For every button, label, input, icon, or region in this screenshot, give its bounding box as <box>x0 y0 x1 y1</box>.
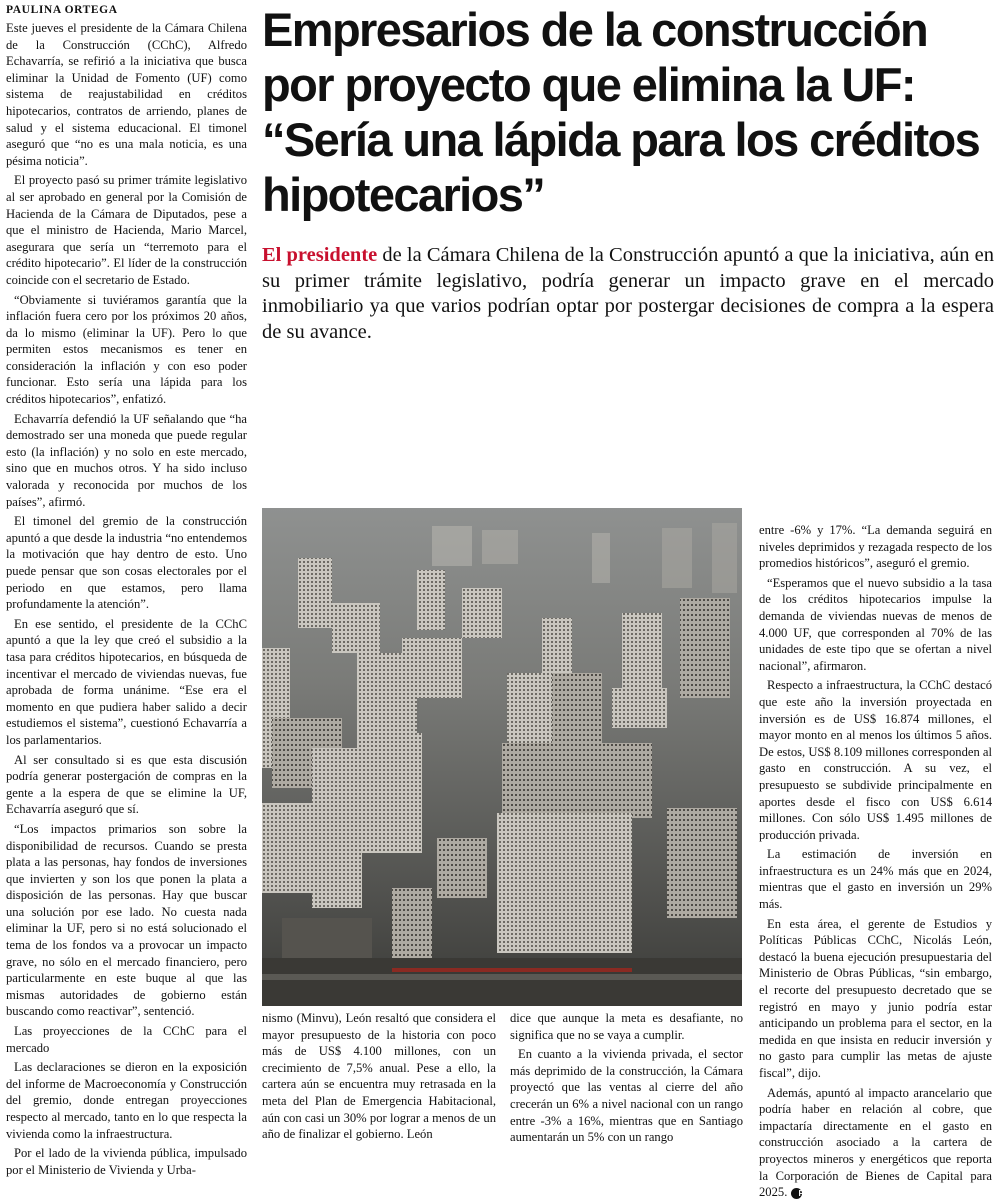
paragraph: Por el lado de la vivienda pública, impulsado por el Ministerio de Vivienda y Urba- <box>6 1146 247 1177</box>
paragraph: Este jueves el presidente de la Cámara Chilena de la Construcción (CChC), Alfredo Echavarría, se refirió a la iniciativa que busca eliminar la Unidad de Fomento (UF) como sistema de reajustabilidad en créditos hipotecarios, contratos de arriendo, planes de salud y el sistema educacional. El timonel aseguró que “no es una mala noticia, es una pésima noticia”. <box>6 21 247 168</box>
paragraph: Las declaraciones se dieron en la exposición del informe de Macroeconomía y Construcción del gremio, donde entregan proyecciones respecto al mercado, tanto en lo que respecta la vivienda como la infraestructura. <box>6 1060 247 1141</box>
paragraph: entre -6% y 17%. “La demanda seguirá en niveles deprimidos y rezagada respecto de los promedios históricos”, aseguró el gremio. <box>759 523 992 571</box>
paragraph: En esta área, el gerente de Estudios y Políticas Públicas CChC, Nicolás León, destacó la buena ejecución presupuestaria del Ministerio de Obras Públicas, “sin embargo, el recorte del presupuesto decretado que se registró en mayo y junio podría estar anticipando un problema para el sector, en la medida en que insista en reducir inversión y no gasto para cumplir las metas de ajuste fiscal”, dijo. <box>759 916 992 1080</box>
end-mark-icon: P <box>791 1188 802 1199</box>
aerial-city-photo <box>262 508 742 1006</box>
paragraph: Respecto a infraestructura, la CChC destacó que este año la inversión proyectada en inversión es de US$ 16.874 millones, el mayor monto en al menos los últimos 5 años. De estos, US$ 8.109 millones corresponden al gasto en construcción. A su vez, el presupuesto se subdivide principalmente en aportes desde el fisco con US$ 6.614 millones. Con sólo US$ 1.495 millones de producción privada. <box>759 678 992 842</box>
paragraph: Echavarría defendió la UF señalando que “ha demostrado ser una moneda que puede regular esto (la inflación) y no solo en este mercado, sino que en muchos otros. Y ha sido incluso valorada y reconocida por muchos de los países”, afirmó. <box>6 411 247 509</box>
byline: PAULINA ORTEGA <box>6 4 118 16</box>
paragraph-text: Además, apuntó al impacto arancelario que podría haber en relación al cobre, que impactaría directamente en el gasto en construcción asociado a la cartera de proyectos mineros y energéticos que reporta la Corporación de Bienes de Capital para 2025. <box>759 1085 992 1200</box>
paragraph: Al ser consultado si es que esta discusión podría generar postergación de compras en la gente a la espera de que se elimine la UF, Echavarría aseguró que sí. <box>6 752 247 817</box>
article-column-3 <box>510 1010 743 1160</box>
paragraph: El timonel del gremio de la construcción apuntó a que desde la industria “no entendemos la motivación que hay dentro de esto. Uno puede pensar que son cosas electorales por el periodo en que estamos, pero llama profundamente la atención”. <box>6 514 247 612</box>
lead-kicker: El presidente <box>262 244 378 266</box>
paragraph: nismo (Minvu), León resaltó que considera el mayor presupuesto de la historia con poco más de US$ 4.100 millones, con un crecimiento de 7,5% anual. Pese a ello, la cartera aún se encuentra muy retrasada en la meta del Plan de Emergencia Habitacional, aún con casi un 30% por lograr a menos de un año de finalizar el gobierno. León <box>262 1011 496 1142</box>
paragraph: “Obviamente si tuviéramos garantía que la inflación fuera cero por los próximos 20 años, da lo mismo (eliminar la UF). Pero lo que permiten estos mecanismos es tener en consideración la inflación y con eso poder funcionar. Esto sería una lápida para los créditos hipotecarios”, enfatizó. <box>6 292 247 407</box>
paragraph: La estimación de inversión en infraestructura es un 24% más que en 2024, mientras que el gasto en inversión un 29% más. <box>759 847 992 912</box>
lead-text: de la Cámara Chilena de la Construcción apuntó a que la iniciativa, aún en su primer trámite legislativo, podría generar un impacto grave en el mercado inmobiliario ya que varios podrían optar por postergar decisiones de compra a la espera de su avance. <box>262 244 994 343</box>
paragraph: En ese sentido, el presidente de la CChC apuntó a que la ley que creó el subsidio a la tasa para créditos hipotecarios, en búsqueda de incentivar el mercado de viviendas nuevas, fue aprobada de forma unánime. “Ese era el momento en que pudiera haber salido a decir estudiemos el sistema”, cuestionó Echavarría a los parlamentarios. <box>6 616 247 747</box>
article-column-1 <box>6 20 247 1177</box>
paragraph: El proyecto pasó su primer trámite legislativo al ser aprobado en general por la Comisión de Hacienda de la Cámara de Diputados, pese a que el ministro de Hacienda, Mario Marcel, asegurara que sería un “terremoto para el crédito hipotecario”. El líder de la construcción coincide con el secretario de Estado. <box>6 173 247 287</box>
paragraph: dice que aunque la meta es desafiante, no significa que no se vaya a cumplir. <box>510 1011 743 1042</box>
article-column-2 <box>262 1010 496 1160</box>
lead-paragraph <box>262 243 994 345</box>
paragraph: En cuanto a la vivienda privada, el sector más deprimido de la construcción, la Cámara proyectó que las ventas al cierre del año crecerán un 6% a nivel nacional con un rango entre -3% a 16%, mientras que en Santiago aumentarán un 5% con un rango <box>510 1047 743 1145</box>
headline: Empresarios de la construcción por proyecto que elimina la UF: “Sería una lápida para los créditos hipotecarios” <box>262 3 980 221</box>
paragraph: “Los impactos primarios son sobre la disponibilidad de recursos. Cuando se presta plata a las personas, hay fondos de inversiones que invierten y son los que ponen la plata a disposición de las personas. Hay que buscar una solución por ese lado. No cuesta nada eliminar la UF, pero si no está solucionado el tema de los fondos va a provocar un impacto grave, no sólo en el mercado financiero, pero particularmente en este buque al que las mismas autoridades de gobierno están buscando como reactivar”, sentenció. <box>6 821 247 1019</box>
cityscape-illustration <box>262 508 742 1006</box>
subheading: Las proyecciones de la CChC para el mercado <box>6 1024 247 1055</box>
article-column-4 <box>759 522 992 1200</box>
paragraph: “Esperamos que el nuevo subsidio a la tasa de los créditos hipotecarios impulse la demanda de viviendas nuevas de menos de 4.000 UF, que corresponden al 70% de las unidades de este tipo que se ofertan a nivel nacional”, afirmaron. <box>759 575 992 673</box>
paragraph <box>759 1085 992 1201</box>
